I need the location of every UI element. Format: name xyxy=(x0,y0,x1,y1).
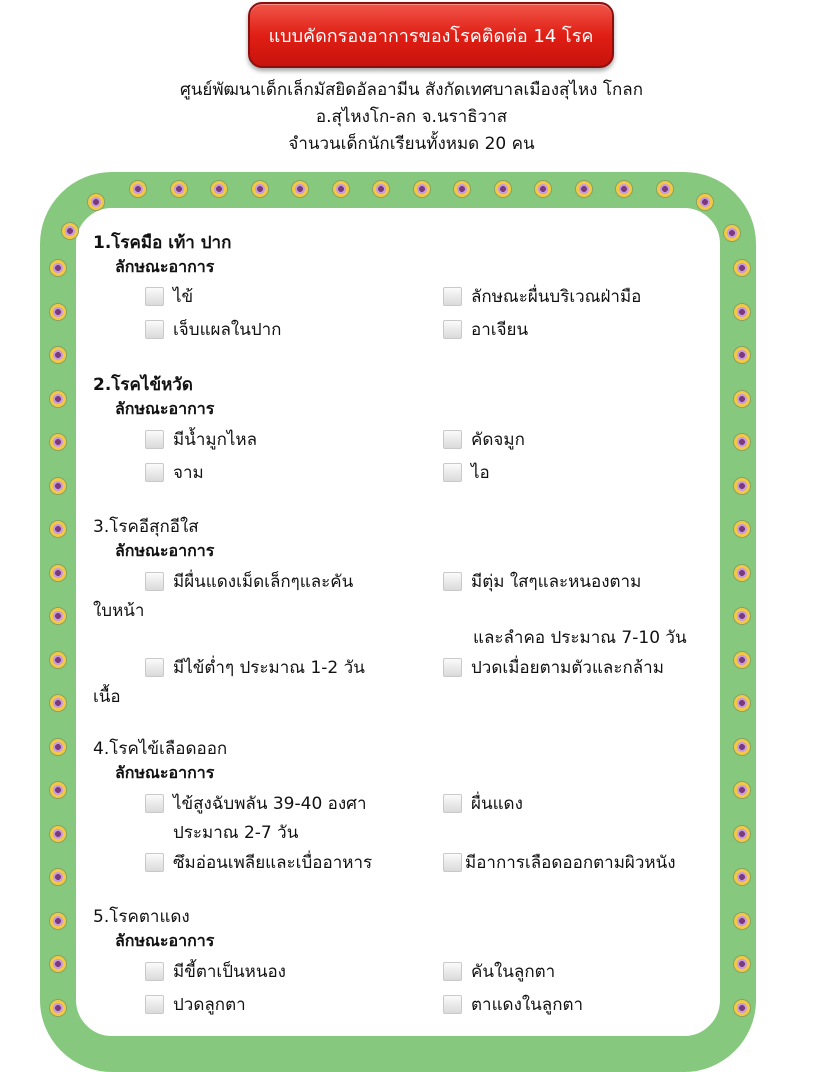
frame-dot xyxy=(50,869,66,885)
symptom-label: ผื่นแดง xyxy=(471,794,523,814)
symptom-label: มีอาการเลือดออกตามผิวหนัง xyxy=(465,853,676,873)
frame-dot xyxy=(414,181,430,197)
symptom-checkbox-row[interactable] xyxy=(443,568,641,595)
form-title: แบบคัดกรองอาการของโรคติดต่อ 14 โรค xyxy=(268,25,594,47)
frame-dot xyxy=(734,826,750,842)
frame-dot xyxy=(50,434,66,450)
checkbox[interactable] xyxy=(145,572,164,591)
frame-dot xyxy=(734,521,750,537)
checkbox[interactable] xyxy=(443,430,462,449)
frame-dot xyxy=(734,391,750,407)
frame-dot xyxy=(373,181,389,197)
checkbox[interactable] xyxy=(443,794,462,813)
frame-dot xyxy=(50,521,66,537)
symptom-checkbox-row[interactable] xyxy=(443,790,523,817)
frame-dot xyxy=(50,304,66,320)
symptom-checkbox-row[interactable] xyxy=(443,849,676,876)
symptom-checkbox-row[interactable] xyxy=(145,654,365,681)
frame-dot xyxy=(724,225,740,241)
checkbox[interactable] xyxy=(145,320,164,339)
symptom-checkbox-row[interactable] xyxy=(443,426,525,453)
frame-dot xyxy=(576,181,592,197)
symptom-checkbox-row[interactable] xyxy=(145,568,353,595)
checkbox[interactable] xyxy=(443,658,462,677)
symptom-checkbox-row[interactable] xyxy=(443,283,641,310)
frame-dot xyxy=(50,739,66,755)
symptom-label: ไอ xyxy=(471,463,490,483)
symptom-label-continued: ใบหน้า xyxy=(93,601,145,621)
symptom-checkbox-row[interactable] xyxy=(145,849,372,876)
frame-dot xyxy=(657,181,673,197)
frame-dot xyxy=(50,260,66,276)
symptom-label: ซึมอ่อนเพลียและเบื่ออาหาร xyxy=(173,853,373,873)
symptom-label-continued: และลำคอ ประมาณ 7-10 วัน xyxy=(473,628,687,648)
frame-dot xyxy=(734,695,750,711)
symptom-label: มีไข้ต่ำๆ ประมาณ 1-2 วัน xyxy=(173,658,365,678)
checkbox[interactable] xyxy=(145,430,164,449)
frame-dot xyxy=(88,194,104,210)
frame-dot xyxy=(50,913,66,929)
symptom-label: จาม xyxy=(173,463,204,483)
frame-dot xyxy=(734,913,750,929)
checkbox[interactable] xyxy=(443,320,462,339)
symptom-checkbox-row[interactable] xyxy=(443,459,490,486)
symptom-label: ลักษณะผื่นบริเวณฝ่ามือ xyxy=(471,287,642,307)
symptom-label: คันในลูกตา xyxy=(471,962,556,982)
symptom-label: ปวดลูกตา xyxy=(173,995,246,1015)
frame-dot xyxy=(252,181,268,197)
frame-dot xyxy=(734,434,750,450)
symptom-checkbox-row[interactable] xyxy=(443,991,583,1018)
symptom-label: คัดจมูก xyxy=(471,430,525,450)
frame-dot xyxy=(50,565,66,581)
checkbox[interactable] xyxy=(145,794,164,813)
frame-dot xyxy=(535,181,551,197)
section-title-common-cold: 2.โรคไข้หวัด xyxy=(93,375,193,395)
symptom-checkbox-row[interactable] xyxy=(145,283,193,310)
frame-dot xyxy=(50,652,66,668)
frame-dot xyxy=(734,304,750,320)
frame-dot xyxy=(333,181,349,197)
frame-dot xyxy=(734,478,750,494)
symptom-label: ไข้สูงฉับพลัน 39-40 องศา xyxy=(173,794,367,814)
checkbox[interactable] xyxy=(145,995,164,1014)
frame-dot xyxy=(734,652,750,668)
frame-dot xyxy=(495,181,511,197)
symptom-label: ปวดเมื่อยตามตัวและกล้าม xyxy=(471,658,664,678)
symptom-label-continued: ประมาณ 2-7 วัน xyxy=(173,823,299,843)
symptom-checkbox-row[interactable] xyxy=(443,654,664,681)
frame-dot xyxy=(734,782,750,798)
symptom-checkbox-row[interactable] xyxy=(145,426,257,453)
header-center-name: ศูนย์พัฒนาเด็กเล็กมัสยิดอัลอามีน สังกัดเทศบาลเมืองสุไหง โกลก xyxy=(179,80,644,100)
symptom-checkbox-row[interactable] xyxy=(443,316,528,343)
frame-dot xyxy=(454,181,470,197)
frame-dot xyxy=(734,347,750,363)
checkbox[interactable] xyxy=(443,962,462,981)
frame-dot xyxy=(50,826,66,842)
header-district: อ.สุไหงโก-ลก จ.นราธิวาส xyxy=(315,107,508,127)
form-title-badge xyxy=(248,2,614,68)
frame-dot xyxy=(734,260,750,276)
checkbox[interactable] xyxy=(443,995,462,1014)
section-title-dengue: 4.โรคไข้เลือดออก xyxy=(93,739,228,759)
frame-dot xyxy=(616,181,632,197)
checkbox[interactable] xyxy=(145,287,164,306)
checkbox[interactable] xyxy=(443,287,462,306)
frame-dot xyxy=(50,478,66,494)
symptoms-label: ลักษณะอาการ xyxy=(115,257,215,276)
frame-dot xyxy=(292,181,308,197)
frame-dot xyxy=(734,608,750,624)
section-title-hfmd: 1.โรคมือ เท้า ปาก xyxy=(93,233,232,253)
frame-dot xyxy=(50,608,66,624)
section-title-pink-eye: 5.โรคตาแดง xyxy=(93,907,190,927)
symptom-label: มีผื่นแดงเม็ดเล็กๆและคัน xyxy=(173,572,354,592)
checkbox[interactable] xyxy=(145,962,164,981)
frame-dot xyxy=(50,347,66,363)
symptom-checkbox-row[interactable] xyxy=(443,958,555,985)
frame-dot xyxy=(62,223,78,239)
frame-dot xyxy=(50,956,66,972)
symptom-checkbox-row[interactable] xyxy=(145,991,246,1018)
frame-dot xyxy=(734,565,750,581)
symptom-label-continued: เนื้อ xyxy=(93,687,121,707)
symptoms-label: ลักษณะอาการ xyxy=(115,399,215,418)
symptom-label: มีน้ำมูกไหล xyxy=(173,430,258,450)
checkbox[interactable] xyxy=(145,853,164,872)
checkbox[interactable] xyxy=(443,572,462,591)
frame-dot xyxy=(50,391,66,407)
frame-dot xyxy=(734,956,750,972)
frame-dot xyxy=(50,695,66,711)
symptom-label: อาเจียน xyxy=(471,320,529,340)
symptom-checkbox-row[interactable] xyxy=(145,958,286,985)
symptom-label: มีขี้ตาเป็นหนอง xyxy=(173,962,286,982)
frame-dot xyxy=(734,869,750,885)
symptom-label: ตาแดงในลูกตา xyxy=(471,995,584,1015)
frame-dot xyxy=(211,181,227,197)
symptoms-label: ลักษณะอาการ xyxy=(115,763,215,782)
checkbox[interactable] xyxy=(443,853,462,872)
frame-dot xyxy=(130,181,146,197)
frame-dot xyxy=(697,194,713,210)
symptom-label: เจ็บแผลในปาก xyxy=(173,320,282,340)
frame-dot xyxy=(171,181,187,197)
section-title-chickenpox: 3.โรคอีสุกอีใส xyxy=(93,517,199,537)
symptoms-label: ลักษณะอาการ xyxy=(115,931,215,950)
symptom-checkbox-row[interactable] xyxy=(145,790,367,817)
checkbox[interactable] xyxy=(145,463,164,482)
symptom-checkbox-row[interactable] xyxy=(145,459,204,486)
frame-dot xyxy=(50,782,66,798)
frame-dot xyxy=(734,739,750,755)
header-student-count: จำนวนเด็กนักเรียนทั้งหมด 20 คน xyxy=(288,134,535,154)
checkbox[interactable] xyxy=(145,658,164,677)
symptoms-label: ลักษณะอาการ xyxy=(115,541,215,560)
symptom-label: ไข้ xyxy=(173,287,194,307)
checkbox[interactable] xyxy=(443,463,462,482)
symptom-checkbox-row[interactable] xyxy=(145,316,281,343)
frame-dot xyxy=(50,1000,66,1016)
frame-dot xyxy=(734,1000,750,1016)
symptom-label: มีตุ่ม ใสๆและหนองตาม xyxy=(471,572,642,592)
